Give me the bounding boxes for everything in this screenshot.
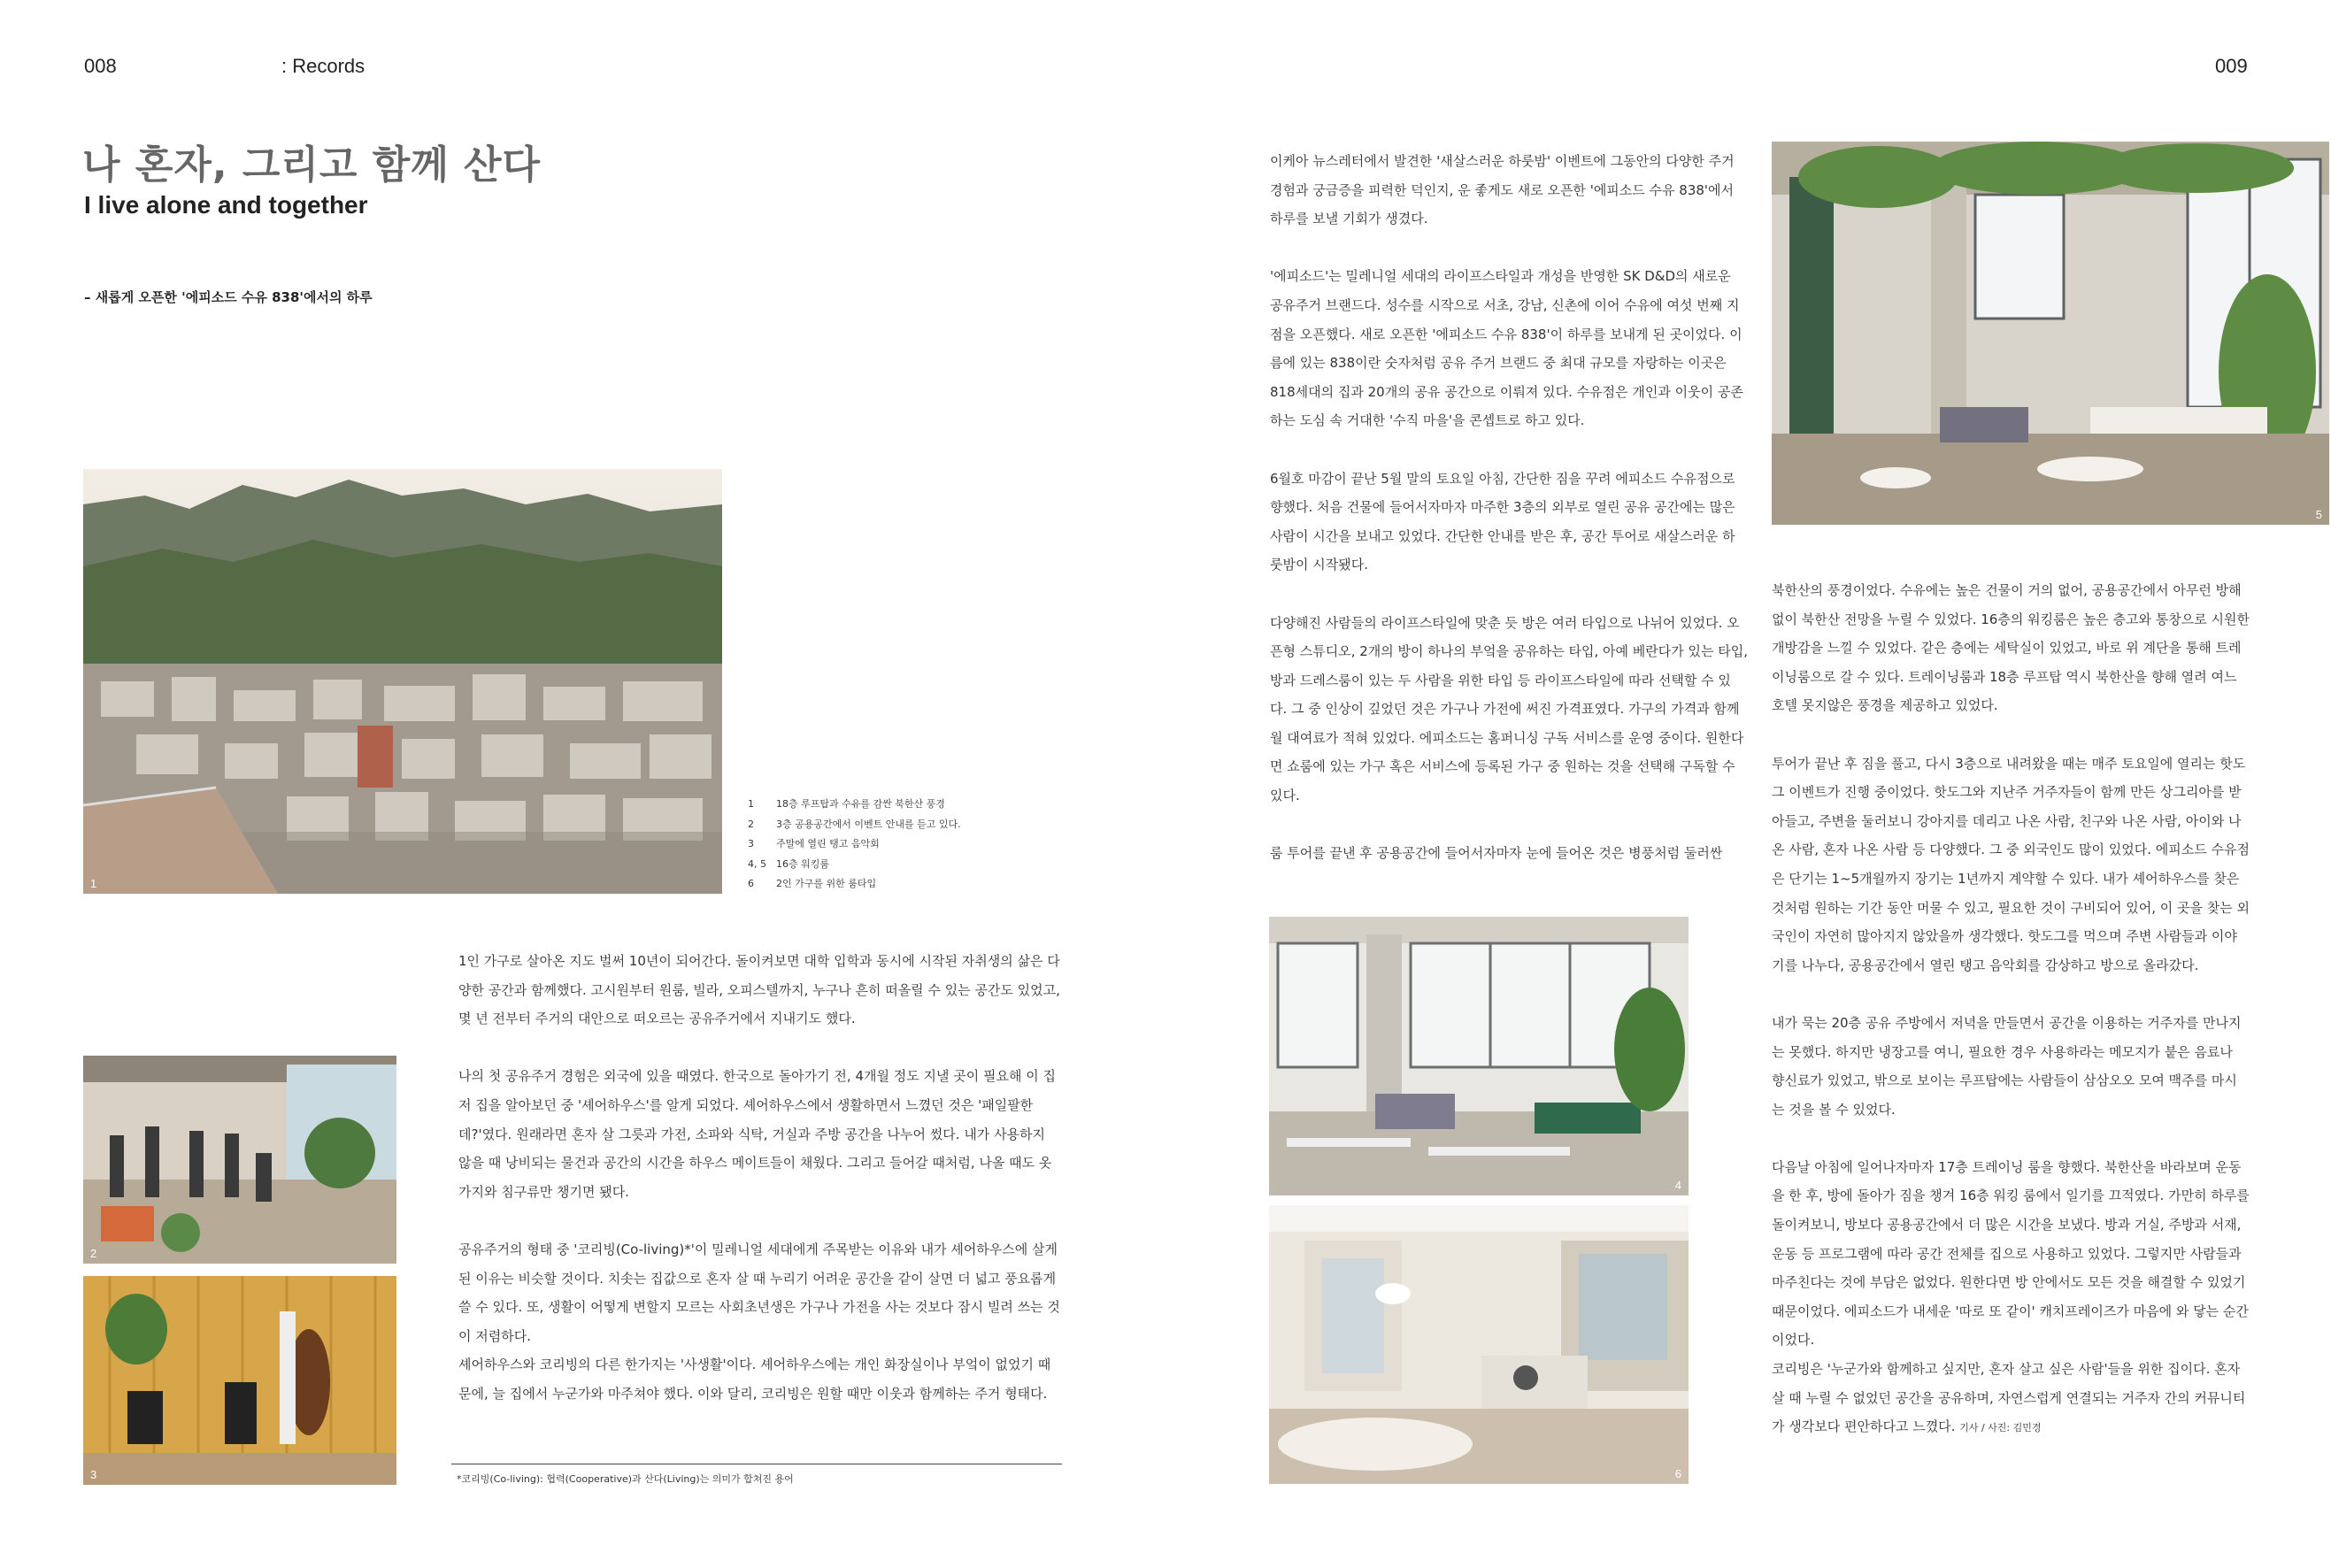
photo-tango-concert [83, 1276, 396, 1485]
left-paragraph-3: 공유주거의 형태 중 '코리빙(Co-living)*'이 밀레니얼 세대에게 주목받는 이유와 내가 셰어하우스에 살게 된 이유는 비슷할 것이다. 치솟는 집값으로 혼자 살 때 누리기 어려운 공간을 같이 살면 더 넓고 풍요롭게 쓸 수 있다. 또, 생활이 어떻게 변할지 모르는 사회초년생은 가구나 가전을 사는 것보다 잠시 빌려 쓰는 것이 저렴하다. [458, 1241, 1060, 1344]
section-label: : Records [281, 55, 365, 77]
caption-4-5: 4, 5 16층 워킹룸 [748, 857, 829, 870]
right-paragraph-2: 투어가 끝난 후 짐을 풀고, 다시 3층으로 내려왔을 때는 매주 토요일에 열리는 핫도그 이벤트가 진행 중이었다. 핫도그와 지난주 거주자들이 함께 만든 상그리아를 받아들고, 주변을 둘러보니 강아지를 데리고 나온 사람, 친구와 나온 사람, 아이와 나온 사람, 혼자 나온 사람 등 다양했다. 그 중 외국인도 많이 있었다. 에피소드 수유점은 단기는 1~5개월까지 장기는 1년까지 계약할 수 있다. 내가 셰어하우스를 찾은 것처럼 원하는 기간 동안 머물 수 있고, 필요한 것이 구비되어 있어, 이 곳을 찾는 외국인이 자연히 많아지지 않았을까 생각했다. 핫도그를 먹으며 주변 사람들과 이야기를 나누다, 공용공간에서 열린 탱고 음악회를 감상하고 방으로 올라갔다. [1772, 755, 2250, 973]
byline-credit: 기사 / 사진: 김민경 [1959, 1422, 2042, 1434]
middle-paragraph-1: 이케아 뉴스레터에서 발견한 '새살스러운 하룻밤' 이벤트에 그동안의 다양한 주거 경험과 궁금증을 피력한 덕인지, 운 좋게도 새로 오픈한 '에피소드 수유 838'에서 하루를 보낼 기회가 생겼다. [1270, 153, 1735, 227]
left-paragraph-2: 나의 첫 공유주거 경험은 외국에 있을 때였다. 한국으로 돌아가기 전, 4개월 정도 지낼 곳이 필요해 이 집 저 집을 알아보던 중 '셰어하우스'를 알게 되었다. 셰어하우스에서 생활하면서 느꼈던 것은 '패일팔한데?'였다. 원래라면 혼자 살 그릇과 가전, 소파와 식탁, 거실과 주방 공간을 나누어 썼다. 내가 사용하지 않을 때 낭비되는 물건과 공간의 시간을 하우스 메이트들이 채웠다. 그리고 들어갈 때처럼, 나올 때도 옷가지와 침구류만 챙기면 됐다. [458, 1068, 1056, 1200]
caption-3: 3 주말에 열린 탱고 음악회 [748, 838, 880, 849]
photo-number-1: 1 [90, 877, 97, 890]
right-paragraph-5-text: 코리빙은 '누군가와 함께하고 싶지만, 혼자 살고 싶은 사람'들을 위한 집이다. 혼자 살 때 누릴 수 없었던 공간을 공유하며, 자연스럽게 연결되는 거주자 간의 커뮤니티가 생각보다 편안하다고 느꼈다. [1772, 1361, 2246, 1435]
photo-mountain-city-view [83, 469, 722, 894]
left-paragraph-4: 셰어하우스와 코리빙의 다른 한가지는 '사생활'이다. 셰어하우스에는 개인 화장실이나 부엌이 없었기 때문에, 늘 집에서 누군가와 마주쳐야 했다. 이와 달리, 코리빙은 원할 때만 이웃과 함께하는 주거 형태다. [458, 1357, 1051, 1402]
middle-column-body [1270, 147, 1748, 868]
right-paragraph-3: 내가 묵는 20층 공유 주방에서 저녁을 만들면서 공간을 이용하는 거주자를 만나지는 못했다. 하지만 냉장고를 여니, 필요한 경우 사용하라는 메모지가 붙은 음료나 향신료가 있었고, 밖으로 보이는 루프탑에는 사람들이 삼삼오오 모여 맥주를 마시는 것을 볼 수 있었다. [1772, 1014, 2242, 1118]
photo-captions [748, 795, 996, 895]
caption-1: 1 18층 루프탑과 수유를 감싼 북한산 풍경 [748, 798, 945, 810]
right-column-body [1772, 576, 2250, 1443]
right-page-number: 009 [2215, 55, 2248, 77]
caption-2: 2 3층 공용공간에서 이벤트 안내를 듣고 있다. [748, 818, 961, 830]
caption-6: 6 2인 가구를 위한 룸타입 [748, 878, 877, 889]
footnote: *코리빙(Co-living): 협력(Cooperative)과 산다(Living)는 의미가 합쳐진 용어 [457, 1473, 794, 1485]
photo-working-room [1269, 917, 1689, 1195]
article-subtitle: – 새롭게 오픈한 '에피소드 수유 838'에서의 하루 [84, 289, 373, 305]
right-paragraph-5 [1772, 1355, 2250, 1443]
article-title-english: I live alone and together [84, 191, 368, 219]
article-title-korean: 나 혼자, 그리고 함께 산다 [82, 142, 542, 188]
photo-number-6: 6 [1674, 1467, 1681, 1480]
left-page-number: 008 [84, 55, 117, 77]
middle-paragraph-2: '에피소드'는 밀레니얼 세대의 라이프스타일과 개성을 반영한 SK D&D의 새로운 공유주거 브랜드다. 성수를 시작으로 서초, 강남, 신촌에 이어 수유에 여섯 번째 지점을 오픈했다. 새로 오픈한 '에피소드 수유 838'이 하루를 보내게 된 곳이었다. 이름에 있는 838이란 숫자처럼 공유 주거 브랜드 중 최대 규모를 자랑하는 이곳은 818세대의 집과 20개의 공유 공간으로 이뤄져 있다. 수유점은 개인과 이웃이 공존하는 도심 속 거대한 '수직 마을'을 콘셉트로 하고 있다. [1270, 268, 1743, 429]
left-paragraph-1: 1인 가구로 살아온 지도 벌써 10년이 되어간다. 돌이켜보면 대학 입학과 동시에 시작된 자취생의 삶은 다양한 공간과 함께했다. 고시원부터 원룸, 빌라, 오피스텔까지, 누구나 흔히 떠올릴 수 있는 공간도 있었고, 몇 년 전부터 주거의 대안으로 떠오르는 공유주거에서 지내기도 했다. [458, 953, 1060, 1027]
photo-number-3: 3 [90, 1468, 97, 1481]
photo-shared-space-event [83, 1056, 396, 1264]
photo-number-4: 4 [1674, 1179, 1681, 1192]
right-paragraph-4: 다음날 아침에 일어나자마자 17층 트레이닝 룸을 향했다. 북한산을 바라보며 운동을 한 후, 방에 돌아가 짐을 챙겨 16층 워킹 룸에서 일기를 끄적였다. 가만히 하루를 돌이켜보니, 방보다 공용공간에서 더 많은 시간을 보냈다. 방과 거실, 주방과 서재, 운동 등 프로그램에 따라 공간 전체를 집으로 사용하고 있었다. 그렇지만 사람들과 마주친다는 것에 부담은 없었다. 원한다면 방 안에서도 모든 것을 해결할 수 있었기 때문이었다. 에피소드가 내세운 '따로 또 같이' 캐치프레이즈가 마음에 와 닿는 순간이었다. [1772, 1158, 2250, 1349]
left-column-body [458, 947, 1060, 1409]
photo-number-5: 5 [2315, 508, 2322, 521]
middle-paragraph-4: 다양해진 사람들의 라이프스타일에 맞춘 듯 방은 여러 타입으로 나뉘어 있었다. 오픈형 스튜디오, 2개의 방이 하나의 부엌을 공유하는 타입, 아예 베란다가 있는 타입, 방과 드레스룸이 있는 두 사람을 위한 타입 등 라이프스타일에 따라 선택할 수 있다. 그 중 인상이 깊었던 것은 가구나 가전에 써진 가격표였다. 가구의 가격과 함께 월 대여료가 적혀 있었다. 에피소드는 홈퍼니싱 구독 서비스를 운영 중이다. 원한다면 쇼룸에 있는 가구 혹은 서비스에 등록된 가구 중 원하는 것을 선택해 구독할 수 있다. [1270, 614, 1748, 804]
photo-number-2: 2 [90, 1247, 97, 1260]
photo-two-person-room [1269, 1205, 1689, 1484]
right-paragraph-1: 북한산의 풍경이었다. 수유에는 높은 건물이 거의 없어, 공용공간에서 아무런 방해 없이 북한산 전망을 누릴 수 있었다. 16층의 워킹룸은 높은 층고와 통창으로 시원한 개방감을 느낄 수 있었다. 같은 층에는 세탁실이 있었고, 바로 위 계단을 통해 트레이닝룸으로 갈 수 있다. 트레이닝룸과 18층 루프탑 역시 북한산을 향해 열려 여느 호텔 못지않은 풍경을 제공하고 있었다. [1772, 582, 2250, 714]
photo-double-height-workroom [1772, 142, 2329, 525]
middle-paragraph-3: 6월호 마감이 끝난 5월 말의 토요일 아침, 간단한 짐을 꾸려 에피소드 수유점으로 향했다. 처음 건물에 들어서자마자 마주한 3층의 외부로 열린 공유 공간에는 많은 사람이 시간을 보내고 있었다. 간단한 안내를 받은 후, 공간 투어로 새살스러운 하룻밤이 시작됐다. [1270, 470, 1735, 573]
middle-paragraph-5: 룸 투어를 끝낸 후 공용공간에 들어서자마자 눈에 들어온 것은 병풍처럼 둘러싼 [1270, 845, 1723, 862]
